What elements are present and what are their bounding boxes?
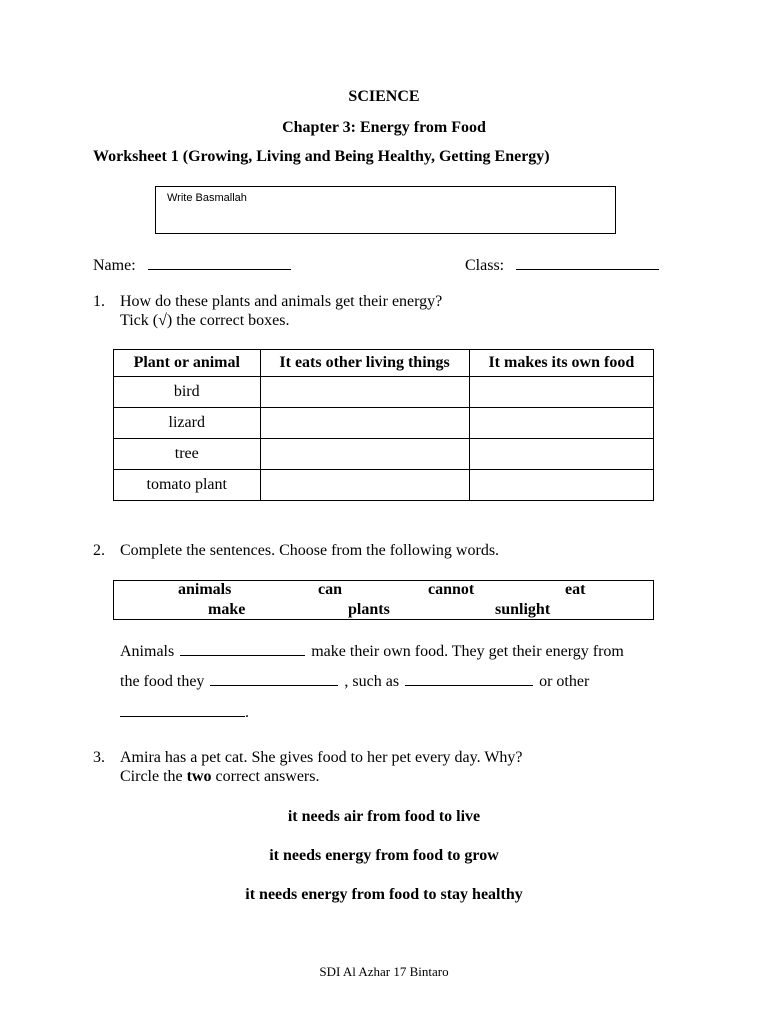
- q2-number: 2.: [93, 542, 105, 559]
- q3-instruction: [120, 768, 319, 786]
- q2-question: Complete the sentences. Choose from the following words.: [120, 542, 500, 559]
- answer-option-3[interactable]: it needs energy from food to stay healthy: [245, 886, 523, 903]
- class-blank[interactable]: [516, 255, 659, 270]
- energy-table: [113, 349, 654, 501]
- sentence-text: Animals: [120, 643, 175, 660]
- column-header-eats-living-things: It eats other living things: [260, 350, 469, 377]
- tick-cell-tree-eats[interactable]: [260, 439, 469, 470]
- class-label: Class:: [465, 257, 505, 274]
- word-bank: [113, 580, 654, 620]
- tick-cell-tree-makes[interactable]: [469, 439, 653, 470]
- table-header-row: [114, 350, 654, 377]
- class-field[interactable]: [465, 255, 659, 275]
- basmallah-box[interactable]: [155, 186, 616, 234]
- answer-option-2[interactable]: it needs energy from food to grow: [269, 847, 499, 864]
- tick-cell-tomato-plant-eats[interactable]: [260, 470, 469, 501]
- table-row: [114, 408, 654, 439]
- basmallah-label: Write Basmallah: [167, 192, 247, 204]
- name-field[interactable]: [93, 255, 291, 275]
- tick-cell-bird-eats[interactable]: [260, 377, 469, 408]
- word-bank-item: animals: [178, 581, 232, 598]
- answer-blank-2[interactable]: [210, 671, 338, 686]
- sentence-text: or other: [539, 673, 590, 690]
- row-label-tree: tree: [114, 439, 261, 470]
- tick-cell-bird-makes[interactable]: [469, 377, 653, 408]
- q3-instruction-text: Circle the: [120, 768, 183, 785]
- sentence-line-2: [120, 671, 589, 691]
- worksheet-title: Worksheet 1 (Growing, Living and Being Healthy, Getting Energy): [93, 148, 550, 165]
- q3-question: Amira has a pet cat. She gives food to her pet every day. Why?: [120, 749, 523, 766]
- sentence-text: .: [245, 704, 249, 721]
- answer-blank-1[interactable]: [180, 641, 305, 656]
- sentence-text: , such as: [344, 673, 400, 690]
- footer-school-name: SDI Al Azhar 17 Bintaro: [319, 964, 449, 979]
- word-bank-item: sunlight: [495, 601, 551, 618]
- q3-number: 3.: [93, 749, 105, 766]
- tick-cell-tomato-plant-makes[interactable]: [469, 470, 653, 501]
- q3-instruction-emphasis: two: [186, 768, 212, 785]
- tick-cell-lizard-eats[interactable]: [260, 408, 469, 439]
- word-bank-item: plants: [348, 601, 390, 618]
- answer-option-1[interactable]: it needs air from food to live: [287, 808, 481, 825]
- tick-cell-lizard-makes[interactable]: [469, 408, 653, 439]
- row-label-tomato-plant: tomato plant: [114, 470, 261, 501]
- table-row: [114, 470, 654, 501]
- sentence-line-3: [120, 702, 249, 722]
- name-blank[interactable]: [148, 255, 291, 270]
- row-label-lizard: lizard: [114, 408, 261, 439]
- q3-instruction-text: correct answers.: [215, 768, 320, 785]
- chapter-title: Chapter 3: Energy from Food: [282, 119, 486, 136]
- subject-title: SCIENCE: [348, 88, 420, 105]
- sentence-text: the food they: [120, 673, 205, 690]
- sentence-text: make their own food. They get their energy from: [311, 643, 624, 660]
- answer-blank-4[interactable]: [120, 702, 245, 717]
- q1-instruction: Tick (√) the correct boxes.: [120, 312, 290, 329]
- table-row: [114, 377, 654, 408]
- word-bank-item: make: [208, 601, 246, 618]
- table-row: [114, 439, 654, 470]
- word-bank-item: cannot: [428, 581, 475, 598]
- q1-number: 1.: [93, 293, 105, 310]
- column-header-makes-own-food: It makes its own food: [469, 350, 653, 377]
- word-bank-item: can: [318, 581, 342, 598]
- name-label: Name:: [93, 257, 136, 274]
- column-header-plant-or-animal: Plant or animal: [114, 350, 261, 377]
- sentence-line-1: [120, 641, 624, 661]
- word-bank-item: eat: [565, 581, 586, 598]
- q1-question: How do these plants and animals get their energy?: [120, 293, 443, 310]
- answer-blank-3[interactable]: [405, 671, 533, 686]
- row-label-bird: bird: [114, 377, 261, 408]
